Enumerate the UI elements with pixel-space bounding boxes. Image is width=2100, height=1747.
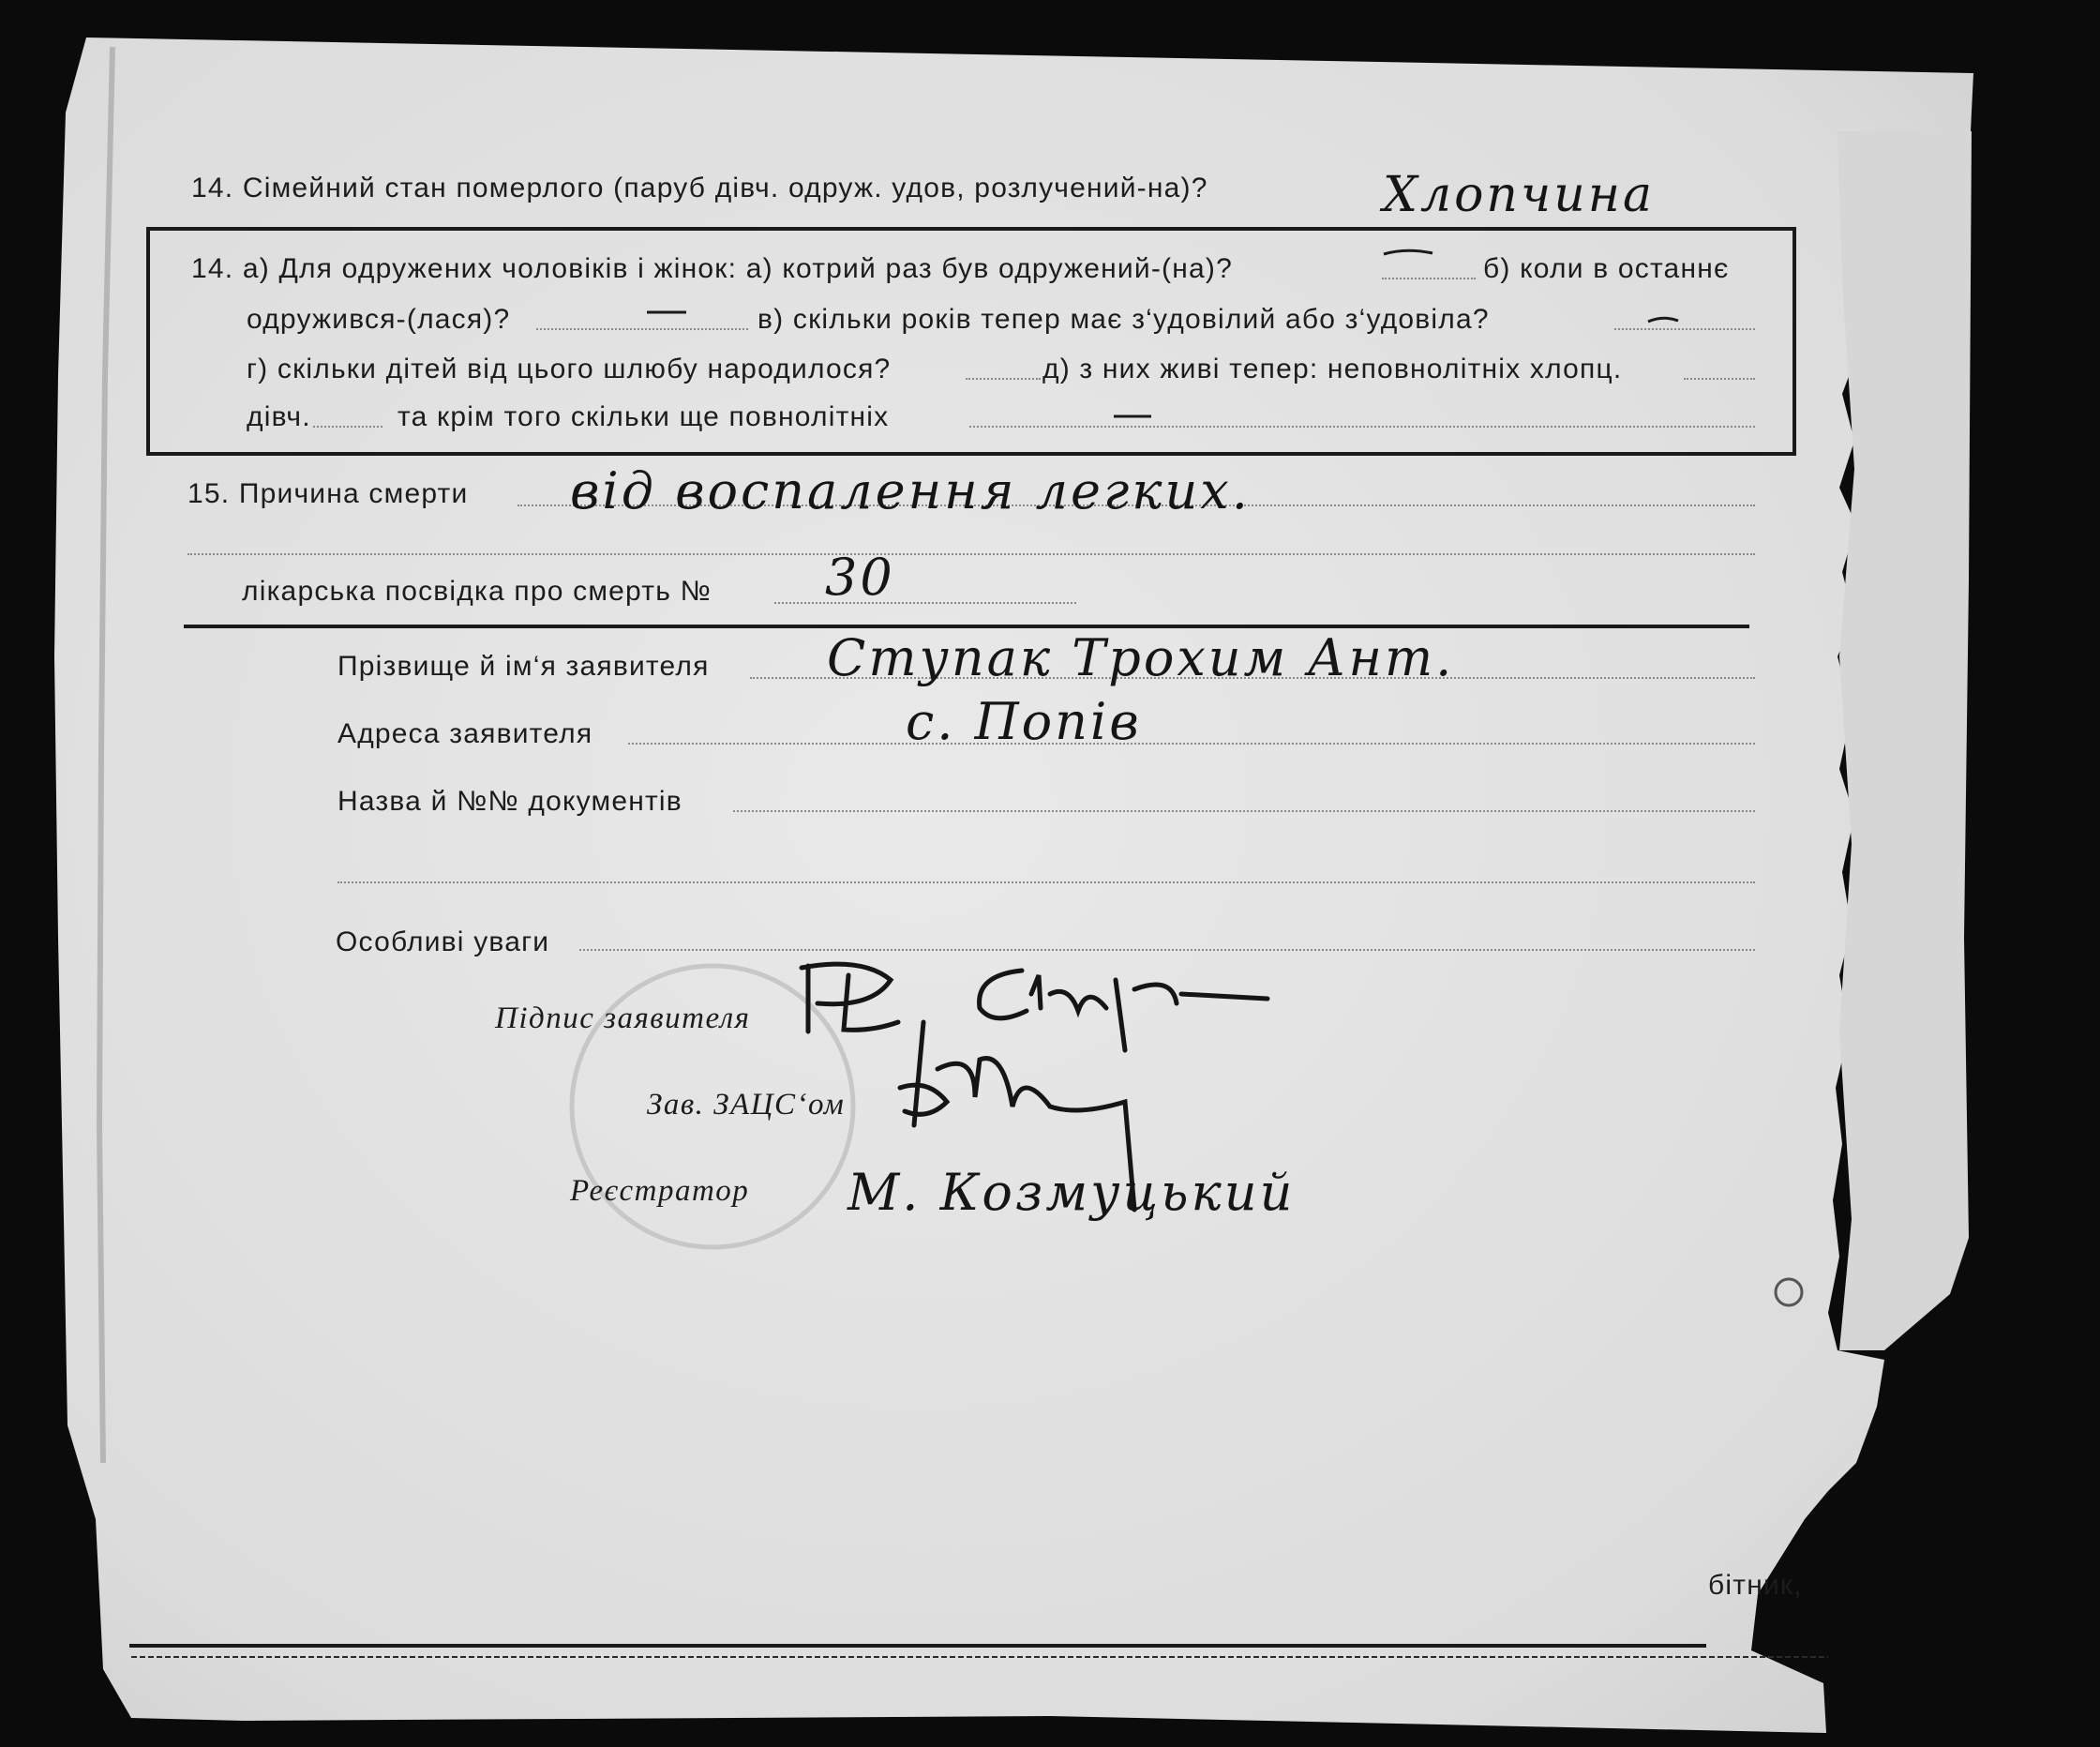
item14a-dots-2 bbox=[536, 328, 748, 330]
sign-head-label: Зав. ЗАЦС‘ом bbox=[647, 1088, 846, 1122]
item14a-line4-left: дівч. bbox=[247, 401, 311, 432]
documents-dots-2 bbox=[338, 881, 1755, 883]
sign-applicant-label: Підпис заявителя bbox=[495, 1002, 751, 1035]
item14-label: 14. Сімейний стан померлого (паруб дівч. одруж. удов, розлучений-на)? bbox=[191, 173, 1208, 203]
item14a-line2-left: одружився-(лася)? bbox=[247, 304, 511, 335]
certificate-label: лікарська посвідка про смерть № bbox=[242, 576, 712, 607]
paper-back-flap bbox=[1838, 131, 1972, 1350]
item15-label: 15. Причина смерти bbox=[188, 478, 469, 509]
registrar-label: Реєстратор bbox=[570, 1174, 750, 1208]
documents-label: Назва й №№ документів bbox=[338, 786, 682, 817]
cause-of-death-answer: від воспалення легких. bbox=[570, 461, 1251, 520]
applicant-name-answer: Ступак Трохим Ант. bbox=[827, 628, 1455, 687]
certificate-dots bbox=[774, 602, 1076, 604]
item14a-line4-mid: та крім того скільки ще повнолітніх bbox=[398, 401, 890, 432]
registrar-signature: М. Козмуцький bbox=[848, 1163, 1296, 1222]
applicant-address-answer: с. Попів bbox=[906, 692, 1142, 751]
applicant-address-dots bbox=[628, 743, 1755, 745]
item14a-line1-right: б) коли в останнє bbox=[1483, 253, 1730, 284]
applicant-name-label: Прізвище й ім‘я заявителя bbox=[338, 651, 710, 682]
item14a-line1-left: 14. а) Для одружених чоловіків і жінок: а) котрий раз був одружений-(на)? bbox=[191, 253, 1233, 284]
item14a-dots-3 bbox=[1614, 328, 1755, 330]
applicant-address-label: Адреса заявителя bbox=[338, 718, 593, 749]
remarks-label: Особливі уваги bbox=[336, 926, 550, 957]
item14a-dots-4 bbox=[966, 378, 1041, 380]
certificate-number-answer: 30 bbox=[825, 548, 895, 607]
item14a-dots-7 bbox=[969, 426, 1755, 428]
item14a-line3-left: г) скільки дітей від цього шлюбу народилося? bbox=[247, 354, 892, 384]
marital-status-answer: Хлопчина bbox=[1383, 167, 1656, 223]
item14a-line2-right: в) скільки років тепер має з‘удовілий або з‘удовіла? bbox=[758, 304, 1490, 335]
item15-dots-2 bbox=[188, 553, 1755, 555]
item14a-line3-right: д) з них живі тепер: неповнолітніх хлопц. bbox=[1042, 354, 1623, 384]
item14a-dots-5 bbox=[1684, 378, 1755, 380]
documents-dots bbox=[733, 810, 1755, 812]
item14a-dots-6 bbox=[313, 426, 382, 428]
item14a-dots-1 bbox=[1382, 278, 1476, 279]
fragment-text: бітник, bbox=[1708, 1570, 1803, 1601]
remarks-dots bbox=[579, 949, 1755, 951]
paper-sheet bbox=[54, 38, 1973, 1733]
